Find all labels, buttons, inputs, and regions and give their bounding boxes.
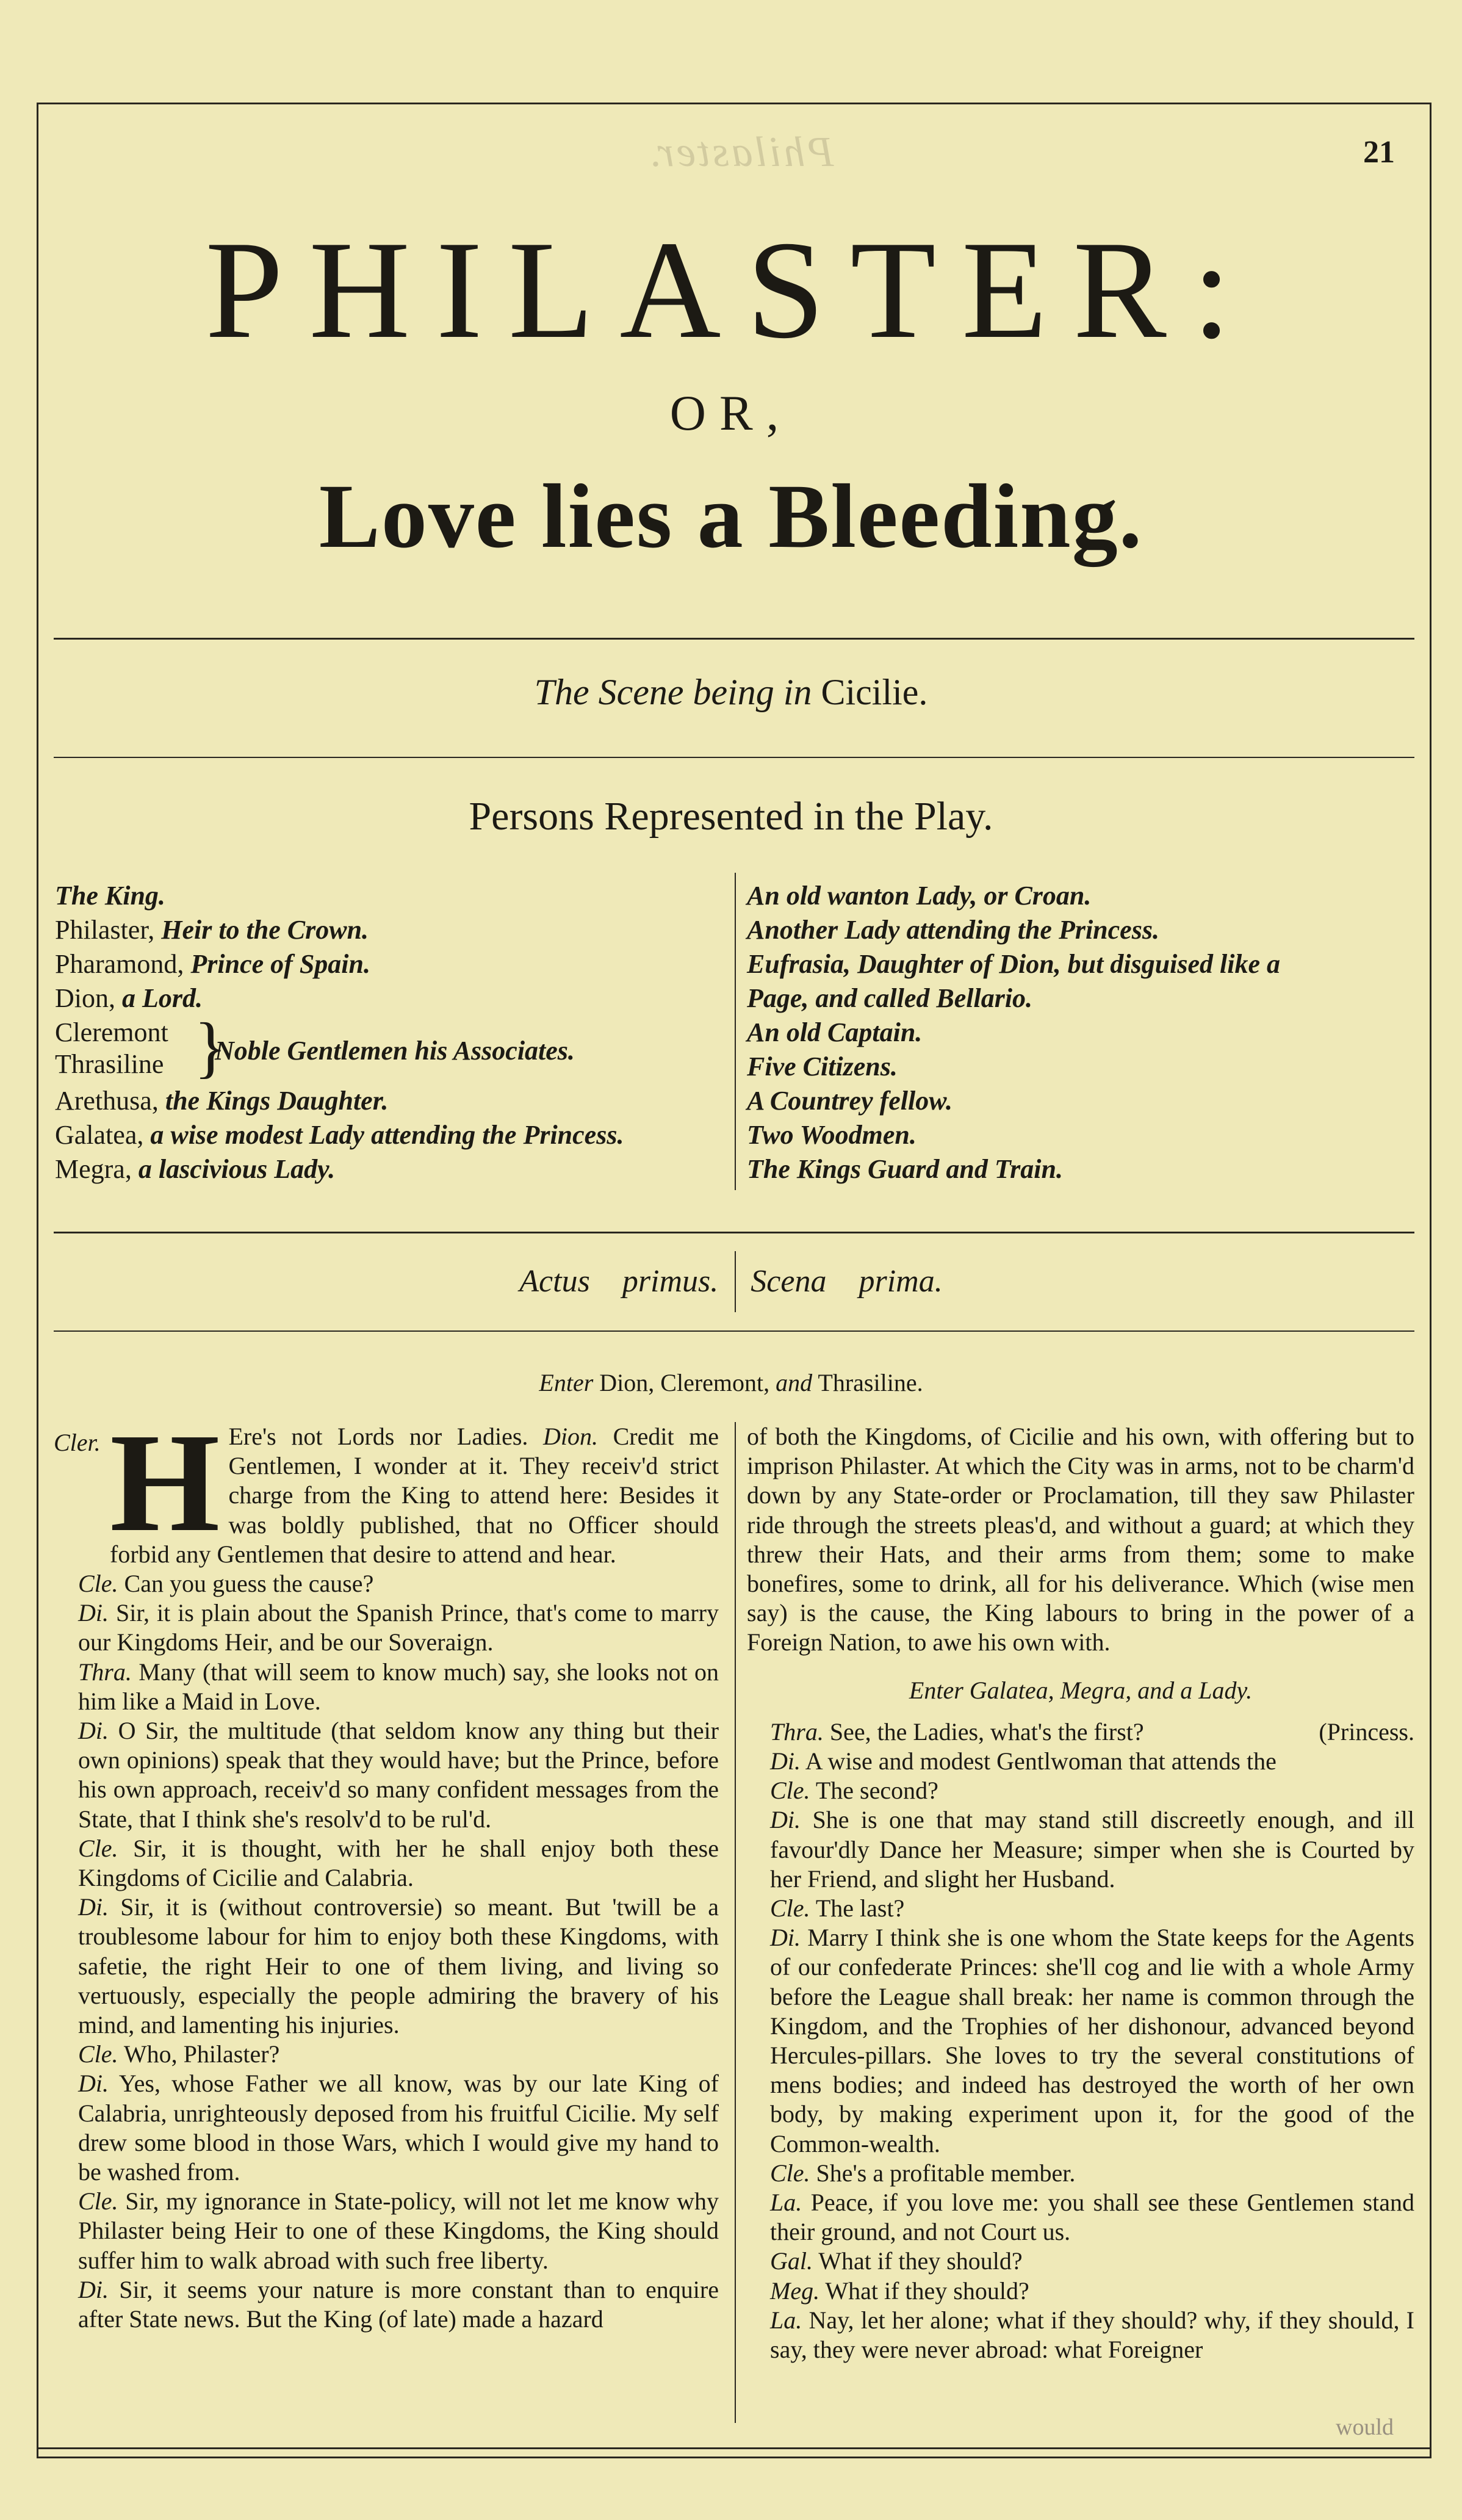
divider [54,1330,1414,1332]
dp-right-6: A Countrey fellow. [747,1086,952,1116]
dialogue-line: Cle. The second? [770,1777,938,1805]
bottom-rule [37,2447,1431,2449]
title-subtitle: Love lies a Bleeding. [319,466,1143,567]
catchword: would [1336,2414,1394,2440]
dialogue-line: Di. Sir, it seems your nature is more constant than to enquire after State news. But the King (of late) made a hazard [78,2275,719,2333]
dialogue-line: Thra. Many (that will seem to know much) say, she looks not on him like a Maid in Love. [78,1658,719,1715]
dialogue-line: Di. A wise and modest Gentlwoman that attends the [770,1747,1277,1775]
actus-label: Actus primus. [519,1264,719,1299]
dialogue-line: Cle. Sir, my ignorance in State-policy, will not let me know why Philaster being Heir to one of these Kingdoms, the King should suffer him to walk abroad with such free liberty. [78,2187,719,2274]
dialogue-line: Cle. She's a profitable member. [770,2159,1076,2187]
dp-left-0: The King. [55,881,165,911]
dialogue-line: Thra. See, the Ladies, what's the first? (Princess. [770,1717,1414,1746]
dp-left-3: Dion, a Lord. [55,983,203,1013]
stage-direction-enter-ladies: Enter Galatea, Megra, and a Lady. [909,1676,1253,1704]
act-divider [735,1251,736,1312]
text-column-right [747,1422,1414,2423]
dialogue-line: Di. Sir, it is plain about the Spanish Prince, that's come to marry our Kingdoms Heir, and be our Soveraign. [78,1599,719,1656]
dialogue-line: La. Peace, if you love me: you shall see these Gentlemen stand their ground, and not Court us. [770,2189,1414,2246]
dp-left-5: Thrasiline [55,1049,164,1079]
persons-heading: Persons Represented in the Play. [469,794,993,839]
scene-line [0,671,1462,713]
text-column-left [55,1422,719,2423]
dialogue-line: Cle. Can you guess the cause? [78,1570,374,1598]
dp-left-8: Megra, a lascivious Lady. [55,1154,336,1184]
scene-prefix: The Scene being in [534,672,821,712]
dialogue-line: Cle. Sir, it is thought, with her he shall enjoy both these Kingdoms of Cicilie and Calabria. [78,1834,719,1892]
dialogue-line: Di. She is one that may stand still discreetly enough, and ill favour'dly Dance her Measure; simper when she is Courted by her Friend, and slight her Husband. [770,1806,1414,1893]
dp-right-0: An old wanton Lady, or Croan. [747,881,1092,911]
dialogue-line: Di. Marry I think she is one whom the State keeps for the Agents of our confederate Princes: she'll cog and lie with a whole Army before the League shall break: her name is common through the Kingdom, and the Trophies of her dishonour, advanced beyond Hercules-pillars. She loves to try the several constitutions of mens bodies; and indeed has destroyed the worth of her own body, by making experiment upon it, for the good of the Common-wealth. [770,1924,1414,2157]
drop-cap: H [110,1422,220,1561]
dp-right-3: Page, and called Bellario. [747,983,1033,1013]
dp-right-1: Another Lady attending the Princess. [747,915,1159,945]
dp-left-7: Galatea, a wise modest Lady attending the Princess. [55,1120,624,1150]
dp-right-2: Eufrasia, Daughter of Dion, but disguised like a [747,949,1281,979]
first-speaker: Cler. [54,1429,101,1456]
dialogue-line: Gal. What if they should? [770,2247,1023,2275]
scena-label: Scena prima. [751,1264,943,1299]
dialogue-line: Cle. Who, Philaster? [78,2040,280,2068]
dialogue-line: Di. O Sir, the multitude (that seldom know any thing but their own opinions) speak that they would have; but the Prince, before his own approach, receiv'd so many confident messages from the State, that I think she's resolv'd to be rul'd. [78,1717,719,1833]
dp-right-5: Five Citizens. [747,1052,898,1081]
dialogue-line: Di. Sir, it is (without controversie) so meant. But 'twill be a troublesome labour for him to enjoy both these Kingdoms, with safetie, the right Heir to one of them living, and living so vertuously, especially the people admiring the bravery of his mind, and lamenting his injuries. [78,1893,719,2039]
dp-right-7: Two Woodmen. [747,1120,916,1150]
brace-glyph: } [194,1009,227,1085]
dialogue-line: La. Nay, let her alone; what if they should? why, if they should, I say, they were never abroad: what Foreigner [770,2306,1414,2364]
dp-right-4: An old Captain. [747,1017,923,1047]
stage-direction-enter: Enter Dion, Cleremont, and Thrasiline. [539,1369,923,1396]
dialogue-line: Meg. What if they should? [770,2276,1029,2305]
title-or: OR, [669,385,793,441]
divider [54,757,1414,758]
dialogue-line: Di. Yes, whose Father we all know, was by our late King of Calabria, unrighteously deposed from his fruitful Cicilie. My self drew some blood in those Wars, which I would give my hand to be washed from. [78,2070,719,2186]
dp-left-4: Cleremont [55,1017,168,1047]
divider [54,638,1414,640]
page-number: 21 [1363,135,1395,170]
dialogue-line: Cle. The last? [770,1894,905,1922]
divider [54,1232,1414,1233]
dp-brace-desc: Noble Gentlemen his Associates. [215,1036,575,1066]
dp-left-1: Philaster, Heir to the Crown. [55,915,369,945]
dp-left-6: Arethusa, the Kings Daughter. [55,1086,389,1116]
dialogue-line: H Ere's not Lords nor Ladies. Dion. Credit me Gentlemen, I wonder at it. They receiv'd strict charge from the King to attend here: Besides it was boldly published, that no Officer should forbid any Gentlemen that desire to attend and hear. [110,1422,719,1568]
bleed-through-text: Philaster. [647,129,834,176]
column-divider [735,1422,736,2423]
scene-place: Cicilie. [821,672,928,712]
dp-right-8: The Kings Guard and Train. [747,1154,1063,1184]
persons-divider [735,873,736,1190]
title-main: PHILASTER: [205,212,1257,367]
narrative-paragraph: of both the Kingdoms, of Cicilie and his own, with offering but to imprison Philaster. At which the City was in arms, not to be charm'd down by any State-order or Proclamation, till they saw Philaster ride through the streets pleas'd, and without a guard; at which they threw their Hats, and their arms from them; some to make bonefires, some to drink, all for his deliverance. Which (wise men say) is the cause, the King labours to bring in the power of a Foreign Nation, to awe his own with. [747,1423,1414,1656]
dp-left-2: Pharamond, Prince of Spain. [55,949,370,979]
act-scene-heading [0,1263,1462,1299]
